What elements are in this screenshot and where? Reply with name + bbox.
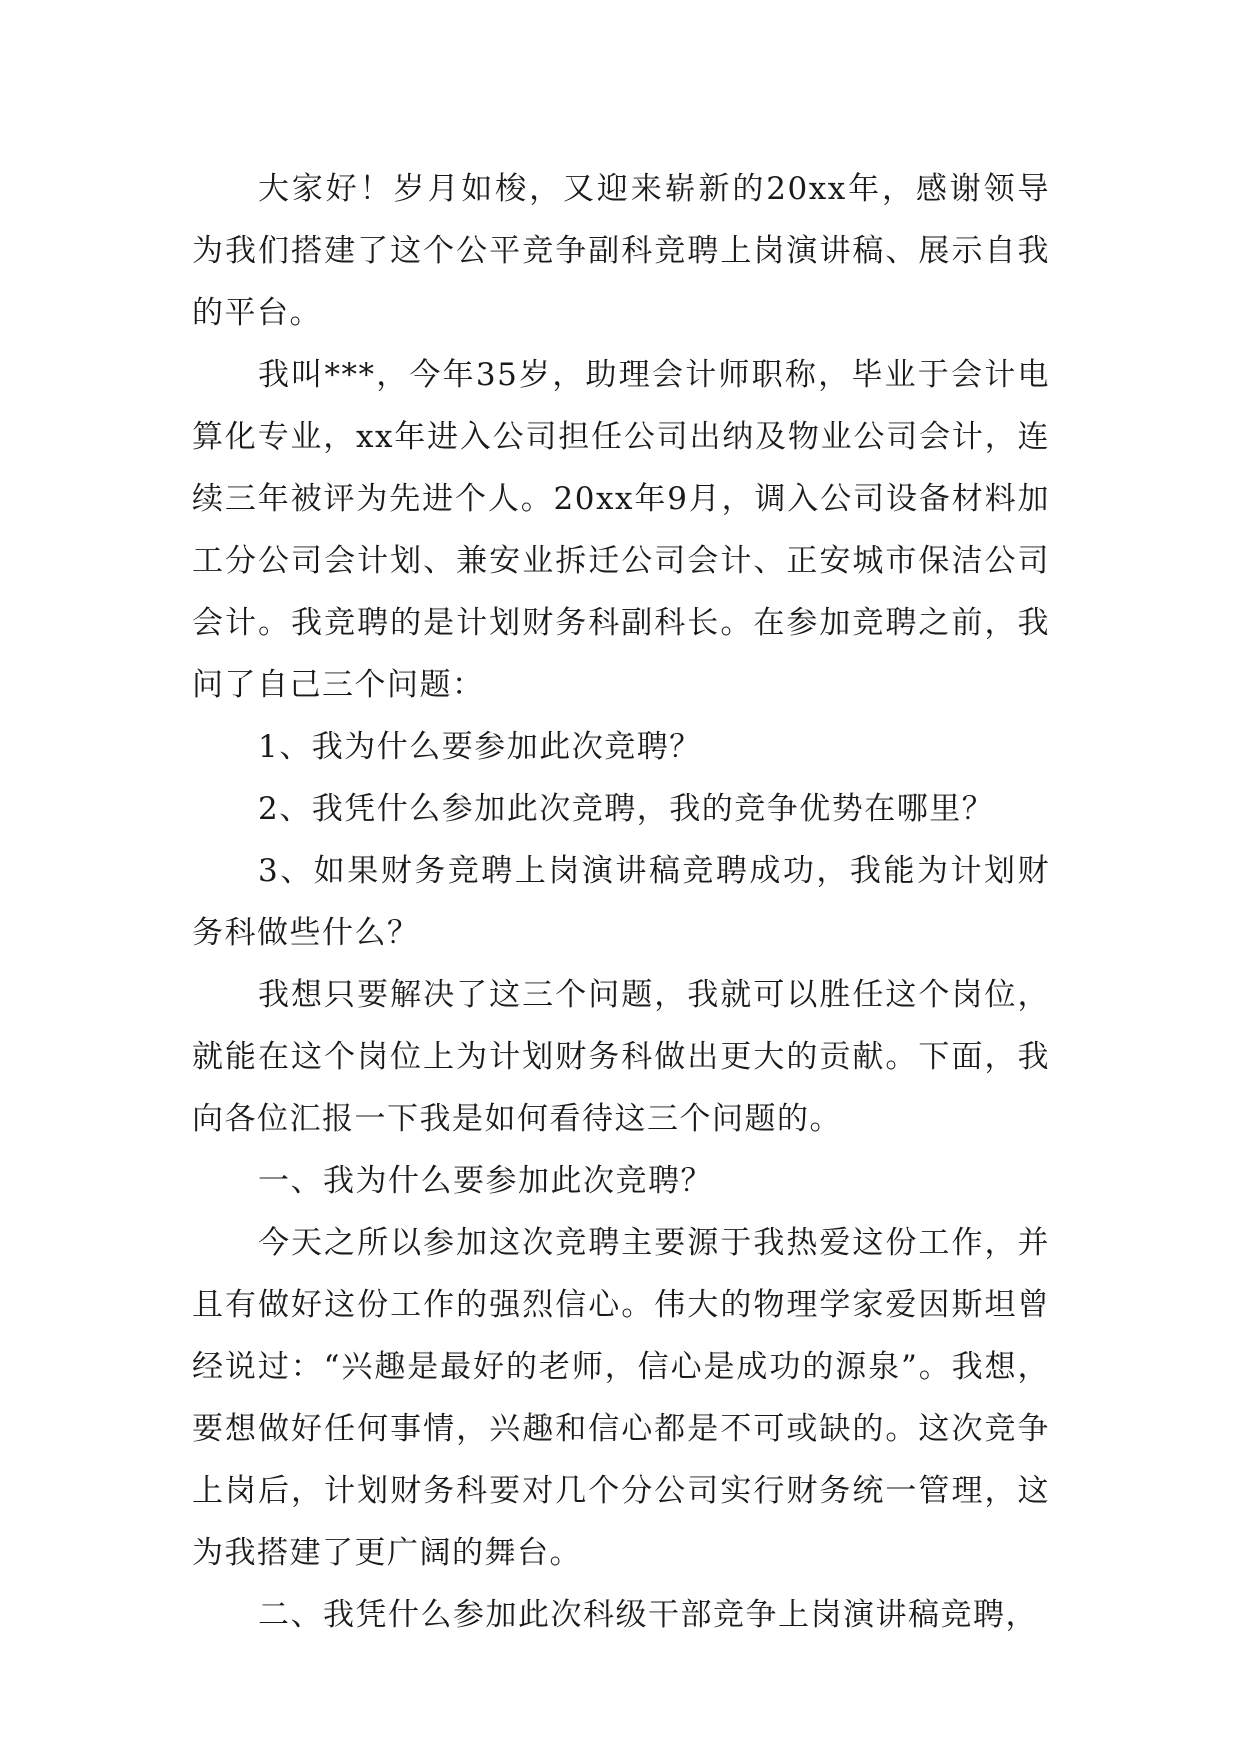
paragraph-question-2: 2、我凭什么参加此次竞聘，我的竞争优势在哪里？: [258, 791, 995, 827]
section-heading-2: 二、我凭什么参加此次科级干部竞争上岗演讲稿竞聘，: [258, 1597, 1038, 1633]
paragraph-question-1: 1、我为什么要参加此次竞聘？: [258, 729, 702, 765]
paragraph-motivation: 今天之所以参加这次竞聘主要源于我热爱这份工作，并且有做好这份工作的强烈信心。伟大的物理学家爱因斯坦曾经说过：“兴趣是最好的老师，信心是成功的源泉”。我想，要想做好任何事情，兴趣和信心都是不可或缺的。这次竞争上岗后，计划财务科要对几个分公司实行财务统一管理，这为我搭建了更广阔的舞台。: [192, 1225, 1050, 1571]
paragraph-greeting: 大家好！岁月如梭，又迎来崭新的20xx年，感谢领导为我们搭建了这个公平竞争副科竞聘上岗演讲稿、展示自我的平台。: [192, 171, 1050, 331]
paragraph-self-introduction: 我叫***，今年35岁，助理会计师职称，毕业于会计电算化专业，xx年进入公司担任公司出纳及物业公司会计，连续三年被评为先进个人。20xx年9月，调入公司设备材料加工分公司会计划、兼安业拆迁公司会计、正安城市保洁公司会计。我竞聘的是计划财务科副科长。在参加竞聘之前，我问了自己三个问题：: [192, 357, 1050, 703]
paragraph-transition: 我想只要解决了这三个问题，我就可以胜任这个岗位，就能在这个岗位上为计划财务科做出更大的贡献。下面，我向各位汇报一下我是如何看待这三个问题的。: [192, 977, 1050, 1137]
document-body: [192, 158, 1050, 1646]
paragraph-question-3: 3、如果财务竞聘上岗演讲稿竞聘成功，我能为计划财务科做些什么？: [192, 853, 1050, 951]
section-heading-1: 一、我为什么要参加此次竞聘？: [258, 1163, 713, 1199]
